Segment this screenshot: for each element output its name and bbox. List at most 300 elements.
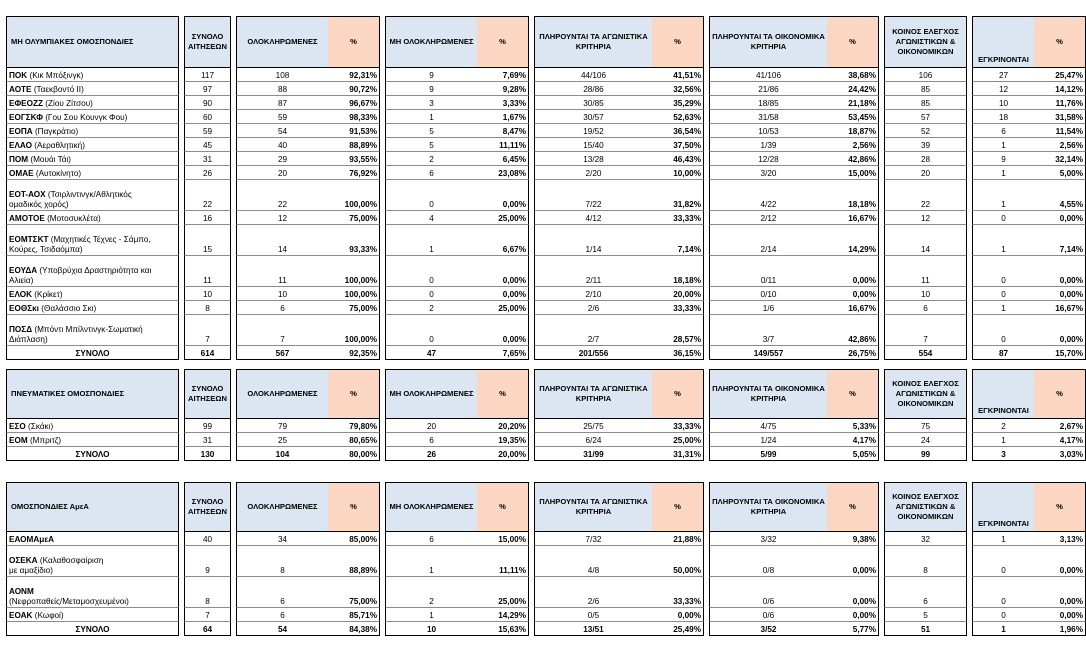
federation-fullname: (Ζίου Ζίτσου): [45, 99, 93, 108]
approved-pct: 2,56%: [1034, 138, 1086, 152]
federation-abbr: ΕΣΟ: [9, 422, 26, 431]
header-row: [6, 369, 1086, 419]
common-check-count: 554: [884, 346, 967, 360]
federation-fullname: (Γου Σου Κουνγκ Φου): [45, 113, 128, 122]
finance-criteria-ratio: 149/557: [709, 346, 827, 360]
table-row: [6, 211, 1086, 225]
incomplete-pct: 6,45%: [477, 152, 529, 166]
sport-criteria-ratio: 201/556: [534, 346, 652, 360]
federation-fullname: (Ταεκβοντό ΙΙ): [33, 85, 84, 94]
federation-name: [6, 256, 179, 287]
header-sport-criteria: ΠΛΗΡΟΥΝΤΑΙ ΤΑ ΑΓΩΝΙΣΤΙΚΑ ΚΡΙΤΗΡΙΑ: [534, 16, 652, 68]
federation-name: [6, 225, 179, 256]
common-check-count: 11: [884, 256, 967, 287]
finance-criteria-ratio: 0/11: [709, 256, 827, 287]
sport-criteria-ratio: 4/12: [534, 211, 652, 225]
sport-criteria-ratio: 31/99: [534, 447, 652, 461]
header-approved-pct: %: [1034, 369, 1086, 419]
sport-criteria-ratio: 2/7: [534, 315, 652, 346]
sport-criteria-ratio: 28/86: [534, 82, 652, 96]
header-common-check: ΚΟΙΝΟΣ ΕΛΕΓΧΟΣ ΑΓΩΝΙΣΤΙΚΩΝ & ΟΙΚΟΝΟΜΙΚΩΝ: [884, 369, 967, 419]
finance-criteria-ratio: 18/85: [709, 96, 827, 110]
header-sport-criteria: ΠΛΗΡΟΥΝΤΑΙ ΤΑ ΑΓΩΝΙΣΤΙΚΑ ΚΡΙΤΗΡΙΑ: [534, 369, 652, 419]
common-check-count: 99: [884, 447, 967, 461]
finance-criteria-ratio: 4/75: [709, 419, 827, 433]
federation-fullname: (Μπόντι Μπίλντινγκ-Σωματική: [34, 325, 143, 334]
applications-count: 45: [184, 138, 231, 152]
header-sport-pct: %: [652, 369, 704, 419]
incomplete-pct: 25,00%: [477, 577, 529, 608]
finance-criteria-ratio: 2/12: [709, 211, 827, 225]
incomplete-pct: 19,35%: [477, 433, 529, 447]
federation-name: [6, 608, 179, 622]
header-completed-pct: %: [328, 16, 380, 68]
approved-pct: 0,00%: [1034, 608, 1086, 622]
completed-count: 88: [236, 82, 328, 96]
completed-pct: 98,33%: [328, 110, 380, 124]
applications-count: 16: [184, 211, 231, 225]
sport-criteria-pct: 32,56%: [652, 82, 704, 96]
incomplete-count: 1: [385, 225, 477, 256]
table-row: [6, 577, 1086, 608]
approved-pct: 4,55%: [1034, 180, 1086, 211]
header-completed-pct: %: [328, 482, 380, 532]
incomplete-count: 6: [385, 166, 477, 180]
finance-criteria-pct: 16,67%: [827, 301, 879, 315]
incomplete-pct: 14,29%: [477, 608, 529, 622]
applications-count: 90: [184, 96, 231, 110]
approved-count: 2: [972, 419, 1034, 433]
completed-count: 104: [236, 447, 328, 461]
federation-abbr: ΠΟΣΔ: [9, 325, 33, 334]
federation-name: [6, 287, 179, 301]
federation-fullname: (Αεραθλητική): [34, 141, 85, 150]
completed-count: 11: [236, 256, 328, 287]
common-check-count: 106: [884, 68, 967, 82]
applications-count: 8: [184, 577, 231, 608]
finance-criteria-ratio: 3/32: [709, 532, 827, 546]
approved-count: 1: [972, 433, 1034, 447]
sport-criteria-pct: 36,15%: [652, 346, 704, 360]
completed-pct: 90,72%: [328, 82, 380, 96]
federation-name: [6, 96, 179, 110]
federation-fullname: (Κρίκετ): [34, 290, 63, 299]
incomplete-count: 5: [385, 138, 477, 152]
header-common-check: ΚΟΙΝΟΣ ΕΛΕΓΧΟΣ ΑΓΩΝΙΣΤΙΚΩΝ & ΟΙΚΟΝΟΜΙΚΩΝ: [884, 16, 967, 68]
finance-criteria-pct: 0,00%: [827, 577, 879, 608]
header-completed: ΟΛΟΚΛΗΡΩΜΕΝΕΣ: [236, 16, 328, 68]
finance-criteria-ratio: 5/99: [709, 447, 827, 461]
finance-criteria-pct: 18,18%: [827, 180, 879, 211]
finance-criteria-ratio: 0/10: [709, 287, 827, 301]
approved-count: 1: [972, 622, 1034, 636]
incomplete-pct: 25,00%: [477, 301, 529, 315]
table-row: [6, 532, 1086, 546]
sport-criteria-pct: 7,14%: [652, 225, 704, 256]
header-completed: ΟΛΟΚΛΗΡΩΜΕΝΕΣ: [236, 369, 328, 419]
sport-criteria-ratio: 2/10: [534, 287, 652, 301]
finance-criteria-pct: 26,75%: [827, 346, 879, 360]
completed-count: 59: [236, 110, 328, 124]
approved-pct: 0,00%: [1034, 315, 1086, 346]
completed-pct: 80,65%: [328, 433, 380, 447]
incomplete-pct: 11,11%: [477, 546, 529, 577]
completed-count: 6: [236, 608, 328, 622]
federation-fullname: (Κωφοί): [34, 611, 64, 620]
federation-fullname-cont: με αμαξίδιο): [9, 566, 53, 575]
sport-criteria-pct: 33,33%: [652, 301, 704, 315]
sport-criteria-pct: 18,18%: [652, 256, 704, 287]
completed-pct: 88,89%: [328, 546, 380, 577]
finance-criteria-pct: 42,86%: [827, 315, 879, 346]
sport-criteria-ratio: 44/106: [534, 68, 652, 82]
approved-count: 0: [972, 256, 1034, 287]
table-row: [6, 608, 1086, 622]
sport-criteria-pct: 35,29%: [652, 96, 704, 110]
sport-criteria-pct: 0,00%: [652, 608, 704, 622]
common-check-count: 57: [884, 110, 967, 124]
federation-fullname: (Μαχητικές Τέχνες - Σάμπο,: [50, 235, 151, 244]
sport-criteria-pct: 25,49%: [652, 622, 704, 636]
sport-criteria-pct: 31,82%: [652, 180, 704, 211]
completed-pct: 100,00%: [328, 315, 380, 346]
common-check-count: 28: [884, 152, 967, 166]
completed-pct: 93,55%: [328, 152, 380, 166]
header-sport-pct: %: [652, 482, 704, 532]
federation-name: [6, 166, 179, 180]
sport-criteria-ratio: 13/51: [534, 622, 652, 636]
approved-pct: 14,12%: [1034, 82, 1086, 96]
incomplete-pct: 20,00%: [477, 447, 529, 461]
federation-fullname: (Αυτοκίνητο): [35, 169, 82, 178]
incomplete-count: 47: [385, 346, 477, 360]
applications-count: 59: [184, 124, 231, 138]
common-check-count: 5: [884, 608, 967, 622]
approved-count: 0: [972, 287, 1034, 301]
federation-fullname: (Κικ Μπόξινγκ): [29, 71, 84, 80]
approved-pct: 0,00%: [1034, 577, 1086, 608]
incomplete-pct: 9,28%: [477, 82, 529, 96]
approved-pct: 0,00%: [1034, 256, 1086, 287]
completed-count: 6: [236, 301, 328, 315]
completed-count: 29: [236, 152, 328, 166]
table-row: [6, 180, 1086, 211]
completed-count: 54: [236, 622, 328, 636]
applications-count: 614: [184, 346, 231, 360]
federation-abbr: ΑΟΤΕ: [9, 85, 32, 94]
incomplete-pct: 15,63%: [477, 622, 529, 636]
header-applications: ΣΥΝΟΛΟ ΑΙΤΗΣΕΩΝ: [184, 369, 231, 419]
finance-criteria-pct: 5,33%: [827, 419, 879, 433]
completed-pct: 84,38%: [328, 622, 380, 636]
table-row: [6, 124, 1086, 138]
federation-name: [6, 546, 179, 577]
approved-pct: 31,58%: [1034, 110, 1086, 124]
approved-count: 1: [972, 225, 1034, 256]
finance-criteria-ratio: 3/7: [709, 315, 827, 346]
federation-name: [6, 315, 179, 346]
applications-count: 26: [184, 166, 231, 180]
federation-abbr: ΕΟΓΣΚΦ: [9, 113, 43, 122]
common-check-count: 14: [884, 225, 967, 256]
completed-count: 10: [236, 287, 328, 301]
completed-count: 54: [236, 124, 328, 138]
header-federation: ΜΗ ΟΛΥΜΠΙΑΚΕΣ ΟΜΟΣΠΟΝΔΙΕΣ: [6, 16, 179, 68]
total-row: [6, 447, 1086, 461]
finance-criteria-pct: 21,18%: [827, 96, 879, 110]
approved-pct: 11,76%: [1034, 96, 1086, 110]
incomplete-count: 0: [385, 180, 477, 211]
approved-count: 18: [972, 110, 1034, 124]
completed-count: 567: [236, 346, 328, 360]
sport-criteria-pct: 36,54%: [652, 124, 704, 138]
header-federation: ΠΝΕΥΜΑΤΙΚΕΣ ΟΜΟΣΠΟΝΔΙΕΣ: [6, 369, 179, 419]
incomplete-count: 26: [385, 447, 477, 461]
finance-criteria-ratio: 1/39: [709, 138, 827, 152]
applications-count: 15: [184, 225, 231, 256]
federation-fullname: (Θαλάσσιο Σκι): [41, 304, 97, 313]
applications-count: 130: [184, 447, 231, 461]
incomplete-pct: 25,00%: [477, 211, 529, 225]
federation-abbr: ΑΜΟΤΟΕ: [9, 214, 45, 223]
common-check-count: 12: [884, 211, 967, 225]
incomplete-pct: 6,67%: [477, 225, 529, 256]
header-finance-criteria: ΠΛΗΡΟΥΝΤΑΙ ΤΑ ΟΙΚΟΝΟΜΙΚΑ ΚΡΙΤΗΡΙΑ: [709, 369, 827, 419]
completed-count: 22: [236, 180, 328, 211]
table-row: [6, 82, 1086, 96]
table-row: [6, 301, 1086, 315]
finance-criteria-pct: 9,38%: [827, 532, 879, 546]
incomplete-pct: 1,67%: [477, 110, 529, 124]
federation-name: [6, 532, 179, 546]
incomplete-pct: 0,00%: [477, 256, 529, 287]
approved-count: 0: [972, 546, 1034, 577]
incomplete-count: 6: [385, 532, 477, 546]
sport-criteria-ratio: 2/6: [534, 301, 652, 315]
finance-criteria-pct: 2,56%: [827, 138, 879, 152]
approved-count: 10: [972, 96, 1034, 110]
incomplete-pct: 20,20%: [477, 419, 529, 433]
completed-pct: 96,67%: [328, 96, 380, 110]
completed-pct: 75,00%: [328, 211, 380, 225]
federation-fullname-cont: (Νεφροπαθείς/Μεταμοσχευμένοι): [9, 597, 129, 606]
sport-criteria-pct: 33,33%: [652, 577, 704, 608]
completed-pct: 92,31%: [328, 68, 380, 82]
common-check-count: 52: [884, 124, 967, 138]
completed-count: 7: [236, 315, 328, 346]
federation-name: [6, 419, 179, 433]
federation-name: [6, 577, 179, 608]
federation-abbr: ΠΟΚ: [9, 71, 28, 80]
common-check-count: 7: [884, 315, 967, 346]
approved-pct: 7,14%: [1034, 225, 1086, 256]
applications-count: 99: [184, 419, 231, 433]
applications-count: 9: [184, 546, 231, 577]
sport-criteria-ratio: 30/85: [534, 96, 652, 110]
completed-pct: 88,89%: [328, 138, 380, 152]
federation-fullname: (Μοτοσυκλέτα): [47, 214, 101, 223]
header-finance-criteria: ΠΛΗΡΟΥΝΤΑΙ ΤΑ ΟΙΚΟΝΟΜΙΚΑ ΚΡΙΤΗΡΙΑ: [709, 16, 827, 68]
common-check-count: 6: [884, 301, 967, 315]
common-check-count: 75: [884, 419, 967, 433]
finance-criteria-ratio: 4/22: [709, 180, 827, 211]
header-completed: ΟΛΟΚΛΗΡΩΜΕΝΕΣ: [236, 482, 328, 532]
header-finance-pct: %: [827, 482, 879, 532]
completed-count: 20: [236, 166, 328, 180]
total-label: ΣΥΝΟΛΟ: [6, 447, 179, 461]
completed-pct: 80,00%: [328, 447, 380, 461]
incomplete-count: 4: [385, 211, 477, 225]
federation-name: [6, 211, 179, 225]
sport-criteria-pct: 50,00%: [652, 546, 704, 577]
sport-criteria-pct: 20,00%: [652, 287, 704, 301]
header-approved: ΕΓΚΡΙΝΟΝΤΑΙ: [972, 369, 1034, 419]
non-olympic-federations-table: [6, 16, 1086, 360]
finance-criteria-pct: 5,77%: [827, 622, 879, 636]
federation-fullname: (Τσιρλιντινγκ/Αθλητικός: [47, 190, 132, 199]
disability-federations-table: [6, 482, 1086, 636]
header-completed-pct: %: [328, 369, 380, 419]
header-incomplete: ΜΗ ΟΛΟΚΛΗΡΩΜΕΝΕΣ: [385, 16, 477, 68]
sport-criteria-ratio: 1/14: [534, 225, 652, 256]
federation-fullname-cont: Αλιεία): [9, 276, 34, 285]
header-approved: ΕΓΚΡΙΝΟΝΤΑΙ: [972, 16, 1034, 68]
finance-criteria-pct: 15,00%: [827, 166, 879, 180]
incomplete-pct: 11,11%: [477, 138, 529, 152]
federation-name: [6, 68, 179, 82]
header-sport-criteria: ΠΛΗΡΟΥΝΤΑΙ ΤΑ ΑΓΩΝΙΣΤΙΚΑ ΚΡΙΤΗΡΙΑ: [534, 482, 652, 532]
table-row: [6, 315, 1086, 346]
sport-criteria-pct: 41,51%: [652, 68, 704, 82]
incomplete-count: 1: [385, 608, 477, 622]
applications-count: 22: [184, 180, 231, 211]
incomplete-count: 0: [385, 315, 477, 346]
federation-name: [6, 180, 179, 211]
finance-criteria-pct: 0,00%: [827, 287, 879, 301]
federation-name: [6, 138, 179, 152]
approved-count: 1: [972, 301, 1034, 315]
federation-fullname: (Καλαθοσφαίριση: [39, 556, 104, 565]
incomplete-pct: 7,69%: [477, 68, 529, 82]
sport-criteria-ratio: 4/8: [534, 546, 652, 577]
finance-criteria-pct: 53,45%: [827, 110, 879, 124]
sport-criteria-pct: 10,00%: [652, 166, 704, 180]
incomplete-pct: 15,00%: [477, 532, 529, 546]
header-finance-pct: %: [827, 369, 879, 419]
incomplete-count: 0: [385, 256, 477, 287]
total-row: [6, 622, 1086, 636]
federation-abbr: ΕΟΑΚ: [9, 611, 33, 620]
incomplete-count: 6: [385, 433, 477, 447]
incomplete-pct: 0,00%: [477, 287, 529, 301]
table-row: [6, 419, 1086, 433]
finance-criteria-ratio: 3/20: [709, 166, 827, 180]
finance-criteria-ratio: 1/24: [709, 433, 827, 447]
completed-count: 108: [236, 68, 328, 82]
table-row: [6, 152, 1086, 166]
header-finance-pct: %: [827, 16, 879, 68]
completed-count: 40: [236, 138, 328, 152]
approved-count: 1: [972, 180, 1034, 211]
approved-count: 12: [972, 82, 1034, 96]
approved-count: 9: [972, 152, 1034, 166]
header-incomplete-pct: %: [477, 16, 529, 68]
completed-pct: 75,00%: [328, 301, 380, 315]
incomplete-pct: 7,65%: [477, 346, 529, 360]
finance-criteria-pct: 42,86%: [827, 152, 879, 166]
common-check-count: 39: [884, 138, 967, 152]
approved-count: 1: [972, 166, 1034, 180]
applications-count: 7: [184, 608, 231, 622]
header-common-check: ΚΟΙΝΟΣ ΕΛΕΓΧΟΣ ΑΓΩΝΙΣΤΙΚΩΝ & ΟΙΚΟΝΟΜΙΚΩΝ: [884, 482, 967, 532]
federation-abbr: ΕΦΕΟΖΖ: [9, 99, 44, 108]
federation-abbr: ΟΣΕΚΑ: [9, 556, 38, 565]
applications-count: 7: [184, 315, 231, 346]
sport-criteria-pct: 33,33%: [652, 211, 704, 225]
approved-count: 0: [972, 211, 1034, 225]
completed-pct: 100,00%: [328, 287, 380, 301]
approved-pct: 25,47%: [1034, 68, 1086, 82]
completed-pct: 91,53%: [328, 124, 380, 138]
federation-abbr: ΕΛΟΚ: [9, 290, 32, 299]
finance-criteria-ratio: 3/52: [709, 622, 827, 636]
finance-criteria-ratio: 12/28: [709, 152, 827, 166]
finance-criteria-pct: 4,17%: [827, 433, 879, 447]
header-sport-pct: %: [652, 16, 704, 68]
incomplete-count: 5: [385, 124, 477, 138]
applications-count: 60: [184, 110, 231, 124]
approved-count: 0: [972, 315, 1034, 346]
federation-abbr: ΕΟΥΔΑ: [9, 266, 38, 275]
table-row: [6, 68, 1086, 82]
completed-pct: 100,00%: [328, 256, 380, 287]
finance-criteria-ratio: 1/6: [709, 301, 827, 315]
federation-name: [6, 82, 179, 96]
sport-criteria-ratio: 30/57: [534, 110, 652, 124]
finance-criteria-ratio: 2/14: [709, 225, 827, 256]
incomplete-pct: 3,33%: [477, 96, 529, 110]
approved-pct: 15,70%: [1034, 346, 1086, 360]
incomplete-count: 2: [385, 301, 477, 315]
finance-criteria-ratio: 21/86: [709, 82, 827, 96]
sport-criteria-pct: 33,33%: [652, 419, 704, 433]
table-row: [6, 546, 1086, 577]
approved-pct: 16,67%: [1034, 301, 1086, 315]
incomplete-count: 1: [385, 110, 477, 124]
federation-abbr: ΑΟΝΜ: [9, 587, 34, 596]
header-federation: ΟΜΟΣΠΟΝΔΙΕΣ ΑμεΑ: [6, 482, 179, 532]
sport-criteria-ratio: 13/28: [534, 152, 652, 166]
finance-criteria-ratio: 10/53: [709, 124, 827, 138]
finance-criteria-ratio: 0/8: [709, 546, 827, 577]
completed-count: 34: [236, 532, 328, 546]
applications-count: 40: [184, 532, 231, 546]
total-label: ΣΥΝΟΛΟ: [6, 622, 179, 636]
approved-pct: 0,00%: [1034, 546, 1086, 577]
sport-criteria-ratio: 2/11: [534, 256, 652, 287]
table-row: [6, 433, 1086, 447]
approved-pct: 3,13%: [1034, 532, 1086, 546]
finance-criteria-pct: 5,05%: [827, 447, 879, 461]
finance-criteria-pct: 0,00%: [827, 256, 879, 287]
sport-criteria-pct: 28,57%: [652, 315, 704, 346]
common-check-count: 32: [884, 532, 967, 546]
federation-name: [6, 433, 179, 447]
incomplete-count: 0: [385, 287, 477, 301]
header-incomplete: ΜΗ ΟΛΟΚΛΗΡΩΜΕΝΕΣ: [385, 482, 477, 532]
finance-criteria-pct: 38,68%: [827, 68, 879, 82]
applications-count: 31: [184, 152, 231, 166]
